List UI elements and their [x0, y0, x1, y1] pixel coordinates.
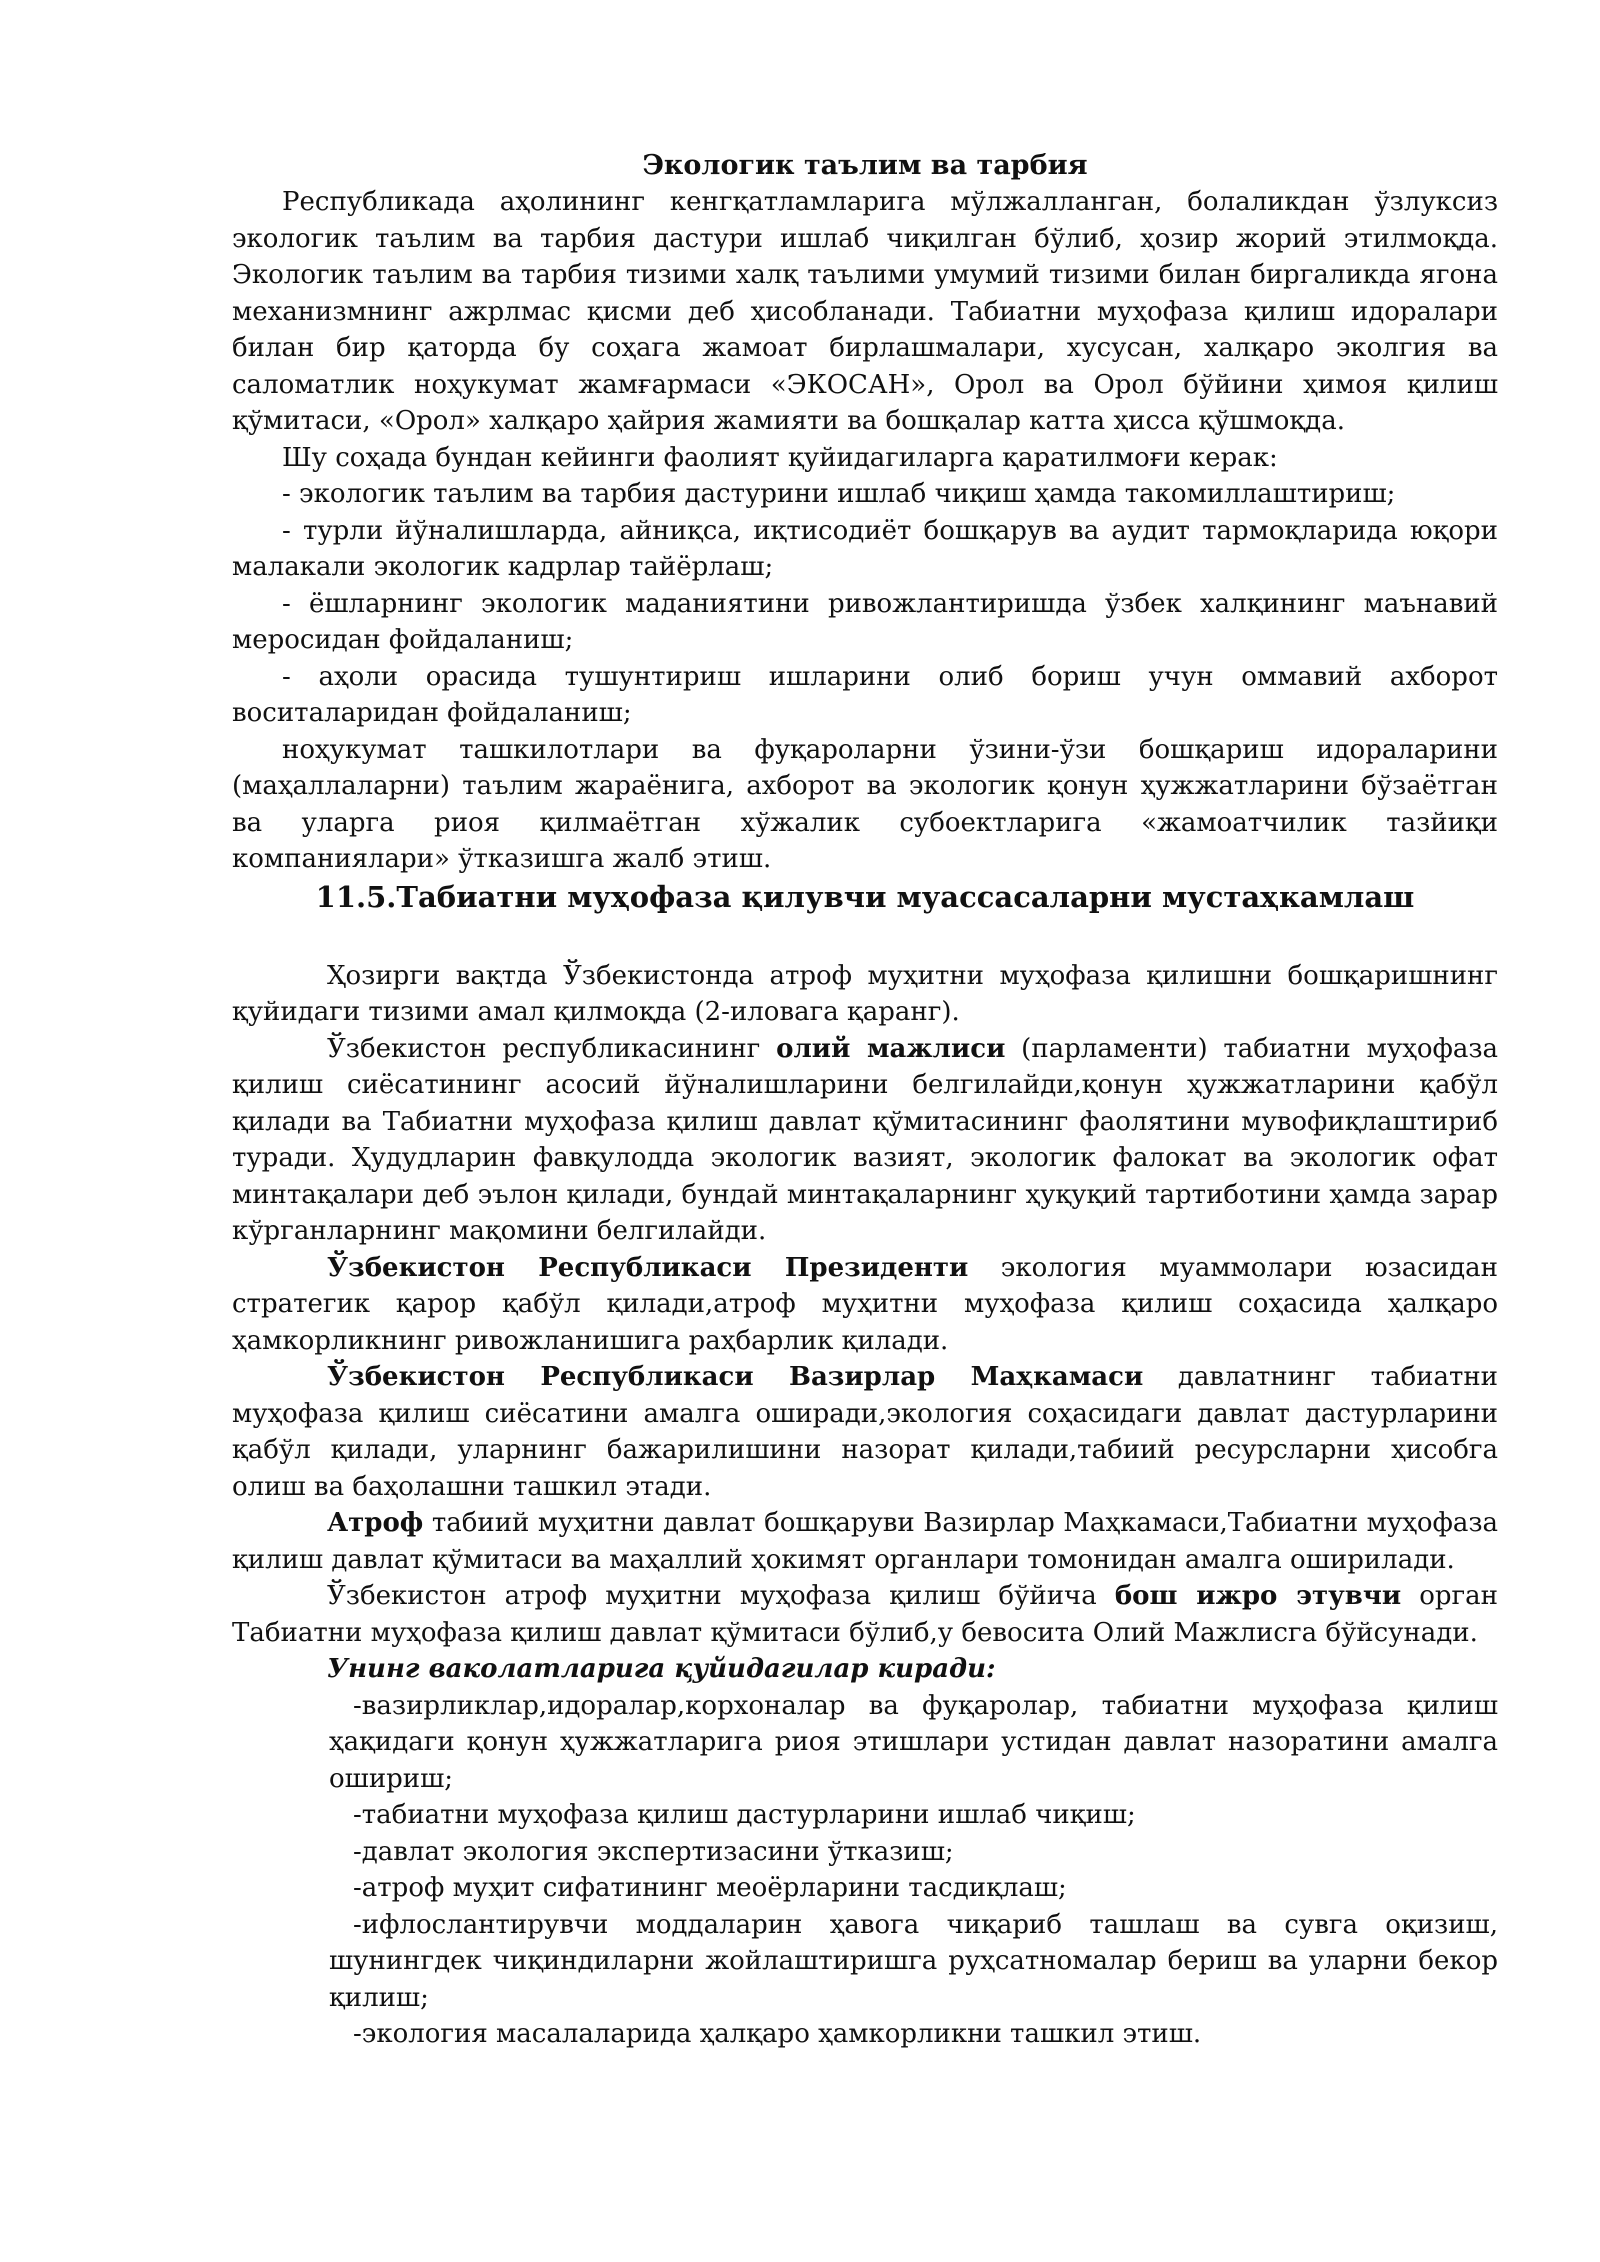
powers-list-item: -экология масалаларида ҳалқаро ҳамкорликни ташкил этиш.	[353, 2019, 1202, 2049]
section-paragraph-3	[232, 1250, 1498, 1360]
section-paragraph-5	[232, 1505, 1498, 1578]
paragraph-text: Ўзбекистон атроф муҳитни муҳофаза қилиш бўйича	[327, 1581, 1115, 1611]
paragraph-text: Ўзбекистон республикасининг	[327, 1033, 777, 1064]
bold-term: Ўзбекистон Республикаси Президенти	[327, 1252, 969, 1283]
bold-term: Ўзбекистон Республикаси Вазирлар Маҳкамаси	[327, 1362, 1144, 1392]
paragraph-text: давлатнинг табиатни муҳофаза қилиш сиёсатини амалга оширади,экология соҳасидаги давлат дастурларини қабўл қилади, уларнинг бажарилишини назорат қилади,табиий ресурсларни ҳисобга олиш ва баҳолашни ташкил этади.	[232, 1362, 1498, 1502]
powers-list-item: -табиатни муҳофаза қилиш дастурларини ишлаб чиқиш;	[353, 1800, 1136, 1830]
paragraph-text: табиий муҳитни давлат бошқаруви Вазирлар Маҳкамаси,Табиатни муҳофаза қилиш давлат қўмитаси ва маҳаллий ҳокимят органлари томонидан амалга оширилади.	[232, 1508, 1498, 1575]
section-paragraph-6	[232, 1578, 1498, 1651]
intro-paragraph-2: Шу соҳада бундан кейинги фаолият қуйидагиларга қаратилмоғи керак:	[282, 442, 1278, 473]
section-heading: 11.5.Табиатни муҳофаза қилувчи муассасаларни мустаҳкамлаш	[315, 879, 1415, 914]
bold-term: олий мажлиси	[776, 1033, 1006, 1064]
powers-list-item: -атроф муҳит сифатининг меоёрларини тасдиқлаш;	[353, 1873, 1067, 1903]
intro-list-item: - ёшларнинг экологик маданиятини ривожлантиришда ўзбек халқининг маънавий меросидан фойдаланиш;	[232, 588, 1498, 655]
powers-list-item: -вазирликлар,идоралар,корхоналар ва фуқаролар, табиатни муҳофаза қилиш ҳақидаги қонун ҳужжатларига риоя этишлари устидан давлат назоратини амалга ошириш;	[329, 1690, 1498, 1794]
powers-list-item: -давлат экология экспертизасини ўтказиш;	[353, 1836, 954, 1867]
section-paragraph-2	[232, 1031, 1498, 1250]
paragraph-text: экология муаммолари юзасидан стратегик қарор қабўл қилади,атроф муҳитни муҳофаза қилиш соҳасида ҳалқаро ҳамкорликнинг ривожланишига раҳбарлик қилади.	[232, 1252, 1498, 1356]
intro-list-item: - экологик таълим ва тарбия дастурини ишлаб чиқиш ҳамда такомиллаштириш;	[282, 479, 1396, 509]
powers-list-item: -ифлослантирувчи моддаларин ҳавога чиқариб ташлаш ва сувга оқизиш, шунингдек чиқиндиларни жойлаштиришга руҳсатномалар бериш ва уларни бекор қилиш;	[329, 1909, 1498, 2013]
intro-paragraph-1: Республикада аҳолининг кенгқатламларига мўлжалланган, болаликдан ўзлуксиз экологик таълим ва тарбия дастури ишлаб чиқилган бўлиб, ҳозир жорий этилмоқда. Экологик таълим ва тарбия тизими халқ таълими умумий тизими билан биргаликда ягона механизмнинг ажрлмас қисми деб ҳисобланади. Табиатни муҳофаза қилиш идоралари билан бир қаторда бу соҳага жамоат бирлашмалари, хусусан, халқаро эколгия ва саломатлик ноҳукумат жамғармаси «ЭКОСАН», Орол ва Орол бўйини ҳимоя қилиш қўмитаси, «Орол» халқаро ҳайрия жамияти ва бошқалар катта ҳисса қўшмоқда.	[232, 187, 1498, 436]
intro-list-item: - аҳоли орасида тушунтириш ишларини олиб бориш учун оммавий ахборот воситаларидан фойдаланиш;	[232, 661, 1498, 728]
document-page	[232, 148, 1498, 2053]
powers-heading: Унинг ваколатларига қуйидагилар киради:	[327, 1654, 996, 1684]
bold-term: бош ижро этувчи	[1114, 1581, 1402, 1611]
intro-list-item: ноҳукумат ташкилотлари ва фуқароларни ўзини-ўзи бошқариш идораларини (маҳаллаларни) таълим жараёнига, ахборот ва экологик қонун ҳужжатларини бўзаётган ва уларга риоя қилмаётган хўжалик субоектларига «жамоатчилик тазйиқи компаниялари» ўтказишга жалб этиш.	[232, 734, 1498, 874]
paragraph-text: орган Табиатни муҳофаза қилиш давлат қўмитаси бўлиб,у бевосита Олий Мажлисга бўйсунади.	[232, 1581, 1499, 1648]
section-paragraph-4	[232, 1359, 1498, 1505]
intro-list-item: - турли йўналишларда, айниқса, иқтисодиёт бошқарув ва аудит тармоқларида юқори малакали экологик кадрлар тайёрлаш;	[232, 515, 1498, 582]
section-paragraph-1: Ҳозирги вақтда Ўзбекистонда атроф муҳитни муҳофаза қилишни бошқаришнинг қуйидаги тизими амал қилмоқда (2-иловага қаранг).	[232, 960, 1498, 1027]
page-title: Экологик таълим ва тарбия	[642, 150, 1088, 181]
paragraph-text: (парламенти) табиатни муҳофаза қилиш сиёсатининг асосий йўналишларини белгилайди,қонун ҳужжатларини қабўл қилади ва Табиатни муҳофаза қилиш давлат қўмитасининг фаолятини мувофиқлаштириб туради. Ҳудудларин фавқулодда экологик вазият, экологик фалокат ва экологик офат минтақалари деб эълон қилади, бундай минтақаларнинг ҳуқуқий тартиботини ҳамда зарар кўрганларнинг мақомини белгилайди.	[232, 1033, 1499, 1246]
bold-term: Атроф	[327, 1508, 424, 1538]
